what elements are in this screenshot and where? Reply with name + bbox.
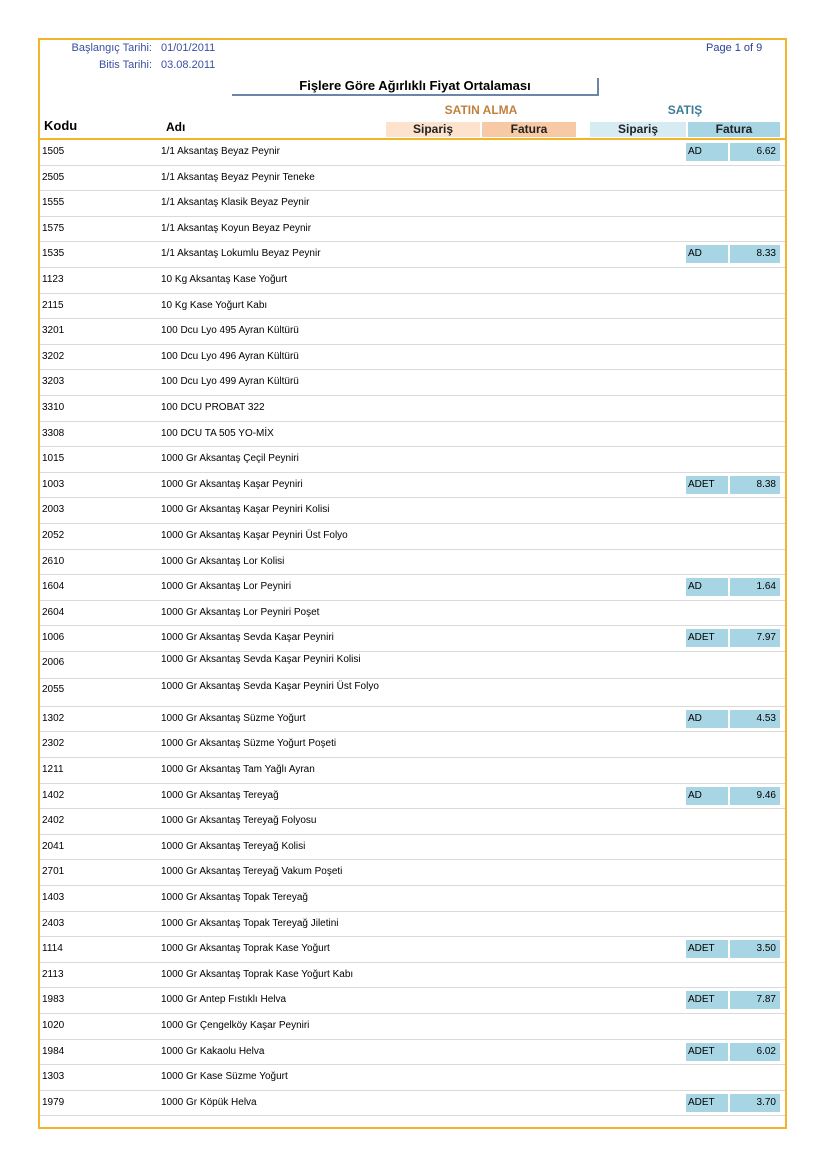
- satis-fatura-price: 3.70: [730, 1094, 780, 1112]
- table-row: [40, 140, 785, 166]
- table-row: [40, 601, 785, 627]
- satis-fatura-price: 7.87: [730, 991, 780, 1009]
- product-code: 1984: [42, 1045, 65, 1057]
- table-row: [40, 988, 785, 1014]
- product-name: 1000 Gr Aksantaş Süzme Yoğurt Poşeti: [161, 738, 337, 750]
- group-header-satin-alma: SATIN ALMA: [444, 103, 518, 117]
- start-date-value: 01/01/2011: [161, 42, 216, 54]
- product-table: [40, 140, 785, 1116]
- product-name: 10 Kg Kase Yoğurt Kabı: [161, 299, 268, 311]
- satis-fatura-unit: ADET: [686, 629, 728, 647]
- table-row: [40, 242, 785, 268]
- satis-fatura-unit: AD: [686, 787, 728, 805]
- table-row: [40, 268, 785, 294]
- table-row: [40, 809, 785, 835]
- product-code: 2003: [42, 504, 65, 516]
- title-underline-tick: [597, 78, 599, 96]
- table-row: [40, 732, 785, 758]
- product-name: 1000 Gr Aksantaş Lor Kolisi: [161, 555, 285, 567]
- product-name: 1000 Gr Aksantaş Tereyağ Folyosu: [161, 815, 317, 827]
- satis-fatura-unit: ADET: [686, 940, 728, 958]
- satis-fatura-unit: AD: [686, 710, 728, 728]
- product-name: 1000 Gr Antep Fıstıklı Helva: [161, 994, 287, 1006]
- column-header-adi: Adı: [166, 120, 186, 134]
- product-name: 1000 Gr Aksantaş Lor Peyniri Poşet: [161, 606, 320, 618]
- column-header-satin-alma-siparis: Sipariş: [386, 122, 480, 137]
- satis-fatura-price: 1.64: [730, 578, 780, 596]
- product-name: 1000 Gr Kase Süzme Yoğurt: [161, 1071, 288, 1083]
- table-row: [40, 835, 785, 861]
- product-code: 2604: [42, 606, 65, 618]
- product-code: 1555: [42, 197, 65, 209]
- satis-fatura-price: 9.46: [730, 787, 780, 805]
- table-row: [40, 652, 785, 680]
- product-name: 1000 Gr Aksantaş Tereyağ: [161, 789, 279, 801]
- product-name: 1000 Gr Aksantaş Toprak Kase Yoğurt: [161, 943, 330, 955]
- product-name: 1000 Gr Aksantaş Süzme Yoğurt: [161, 712, 306, 724]
- product-code: 1003: [42, 478, 65, 490]
- table-row: [40, 707, 785, 733]
- table-row: [40, 166, 785, 192]
- product-name: 1000 Gr Kakaolu Helva: [161, 1045, 265, 1057]
- table-row: [40, 963, 785, 989]
- table-row: [40, 550, 785, 576]
- product-code: 1505: [42, 146, 65, 157]
- product-name: 1000 Gr Aksantaş Lor Peyniri: [161, 581, 292, 593]
- table-row: [40, 1040, 785, 1066]
- product-name: 1/1 Aksantaş Lokumlu Beyaz Peynir: [161, 248, 321, 260]
- product-name: 100 DCU TA 505 YO-MİX: [161, 427, 274, 439]
- product-code: 1979: [42, 1096, 65, 1108]
- product-code: 3201: [42, 325, 65, 337]
- product-name: 1/1 Aksantaş Koyun Beyaz Peynir: [161, 222, 312, 234]
- table-row: [40, 370, 785, 396]
- product-name: 10 Kg Aksantaş Kase Yoğurt: [161, 273, 288, 285]
- product-name: 1000 Gr Aksantaş Kaşar Peyniri Kolisi: [161, 504, 330, 516]
- product-code: 1303: [42, 1071, 65, 1083]
- product-name: 1000 Gr Aksantaş Sevda Kaşar Peyniri Kolisi: [161, 653, 361, 665]
- product-name: 1000 Gr Aksantaş Toprak Kase Yoğurt Kabı: [161, 968, 354, 980]
- product-name: 1000 Gr Aksantaş Tam Yağlı Ayran: [161, 764, 315, 776]
- product-code: 3203: [42, 376, 65, 388]
- table-row: [40, 345, 785, 371]
- product-code: 2113: [42, 968, 64, 980]
- table-row: [40, 1091, 785, 1117]
- table-row: [40, 937, 785, 963]
- end-date-label: Bitis Tarihi:: [99, 59, 152, 71]
- product-code: 1123: [42, 273, 64, 285]
- table-row: [40, 191, 785, 217]
- product-name: 1000 Gr Aksantaş Kaşar Peyniri: [161, 478, 303, 490]
- end-date-value: 03.08.2011: [161, 59, 216, 71]
- satis-fatura-unit: AD: [686, 143, 728, 161]
- product-code: 3308: [42, 427, 65, 439]
- satis-fatura-price: 6.62: [730, 143, 780, 161]
- product-code: 2055: [42, 684, 65, 696]
- product-name: 1000 Gr Aksantaş Topak Tereyağ Jiletini: [161, 917, 339, 929]
- column-header-satin-alma-fatura: Fatura: [482, 122, 576, 137]
- table-row: [40, 319, 785, 345]
- product-name: 100 Dcu Lyo 496 Ayran Kültürü: [161, 350, 299, 362]
- table-row: [40, 473, 785, 499]
- page-number: Page 1 of 9: [706, 42, 763, 54]
- product-code: 2701: [42, 866, 65, 878]
- product-code: 1114: [42, 943, 63, 955]
- product-name: 100 DCU PROBAT 322: [161, 401, 265, 413]
- product-code: 2403: [42, 917, 65, 929]
- product-code: 2610: [42, 555, 65, 567]
- product-code: 2041: [42, 840, 65, 852]
- satis-fatura-price: 4.53: [730, 710, 780, 728]
- column-header-satis-fatura: Fatura: [688, 122, 780, 137]
- product-code: 2052: [42, 529, 65, 541]
- table-row: [40, 886, 785, 912]
- satis-fatura-unit: AD: [686, 245, 728, 263]
- product-name: 1000 Gr Aksantaş Çeçil Peyniri: [161, 453, 299, 465]
- satis-fatura-price: 6.02: [730, 1043, 780, 1061]
- product-name: 1/1 Aksantaş Beyaz Peynir Teneke: [161, 171, 315, 183]
- group-header-satis: SATIŞ: [667, 103, 703, 117]
- product-code: 1006: [42, 632, 65, 644]
- product-code: 1020: [42, 1020, 65, 1031]
- product-code: 1983: [42, 994, 65, 1006]
- table-row: [40, 294, 785, 320]
- satis-fatura-unit: ADET: [686, 1094, 728, 1112]
- product-name: 1000 Gr Çengelköy Kaşar Peyniri: [161, 1020, 310, 1031]
- product-name: 1/1 Aksantaş Beyaz Peynir: [161, 146, 280, 157]
- table-row: [40, 912, 785, 938]
- table-row: [40, 217, 785, 243]
- satis-fatura-price: 8.38: [730, 476, 780, 494]
- table-row: [40, 626, 785, 652]
- product-name: 1000 Gr Aksantaş Tereyağ Vakum Poşeti: [161, 866, 343, 878]
- satis-fatura-price: 7.97: [730, 629, 780, 647]
- product-code: 1302: [42, 712, 65, 724]
- column-header-kodu: Kodu: [44, 118, 78, 133]
- product-name: 1/1 Aksantaş Klasik Beyaz Peynir: [161, 197, 310, 209]
- product-code: 3202: [42, 350, 65, 362]
- product-code: 1402: [42, 789, 65, 801]
- satis-fatura-unit: ADET: [686, 991, 728, 1009]
- product-code: 1535: [42, 248, 65, 260]
- table-row: [40, 1065, 785, 1091]
- product-code: 1211: [42, 764, 64, 776]
- table-row: [40, 524, 785, 550]
- table-row: [40, 575, 785, 601]
- product-code: 1403: [42, 892, 65, 904]
- satis-fatura-price: 8.33: [730, 245, 780, 263]
- table-row: [40, 860, 785, 886]
- product-name: 100 Dcu Lyo 495 Ayran Kültürü: [161, 325, 299, 337]
- satis-fatura-unit: AD: [686, 578, 728, 596]
- column-header-satis-siparis: Sipariş: [590, 122, 686, 137]
- product-code: 3310: [42, 401, 65, 413]
- product-code: 2302: [42, 738, 65, 750]
- product-name: 100 Dcu Lyo 499 Ayran Kültürü: [161, 376, 299, 388]
- product-name: 1000 Gr Aksantaş Sevda Kaşar Peyniri: [161, 632, 334, 644]
- product-code: 2115: [42, 299, 64, 311]
- product-code: 2006: [42, 656, 65, 668]
- table-row: [40, 396, 785, 422]
- satis-fatura-price: 3.50: [730, 940, 780, 958]
- table-row: [40, 422, 785, 448]
- satis-fatura-unit: ADET: [686, 476, 728, 494]
- table-row: [40, 784, 785, 810]
- product-name: 1000 Gr Aksantaş Tereyağ Kolisi: [161, 840, 306, 852]
- table-row: [40, 1014, 785, 1040]
- product-name: 1000 Gr Aksantaş Sevda Kaşar Peyniri Üst Folyo: [161, 681, 379, 693]
- product-code: 1604: [42, 581, 65, 593]
- product-name: 1000 Gr Aksantaş Topak Tereyağ: [161, 892, 308, 904]
- table-row: [40, 679, 785, 707]
- product-name: 1000 Gr Köpük Helva: [161, 1096, 257, 1108]
- satis-fatura-unit: ADET: [686, 1043, 728, 1061]
- product-code: 2402: [42, 815, 65, 827]
- product-code: 2505: [42, 171, 65, 183]
- product-code: 1015: [42, 453, 65, 465]
- table-row: [40, 498, 785, 524]
- product-code: 1575: [42, 222, 65, 234]
- start-date-label: Başlangıç Tarihi:: [71, 42, 152, 54]
- table-row: [40, 447, 785, 473]
- product-name: 1000 Gr Aksantaş Kaşar Peyniri Üst Folyo: [161, 529, 348, 541]
- report-title: Fişlere Göre Ağırlıklı Fiyat Ortalaması: [232, 78, 598, 96]
- table-row: [40, 758, 785, 784]
